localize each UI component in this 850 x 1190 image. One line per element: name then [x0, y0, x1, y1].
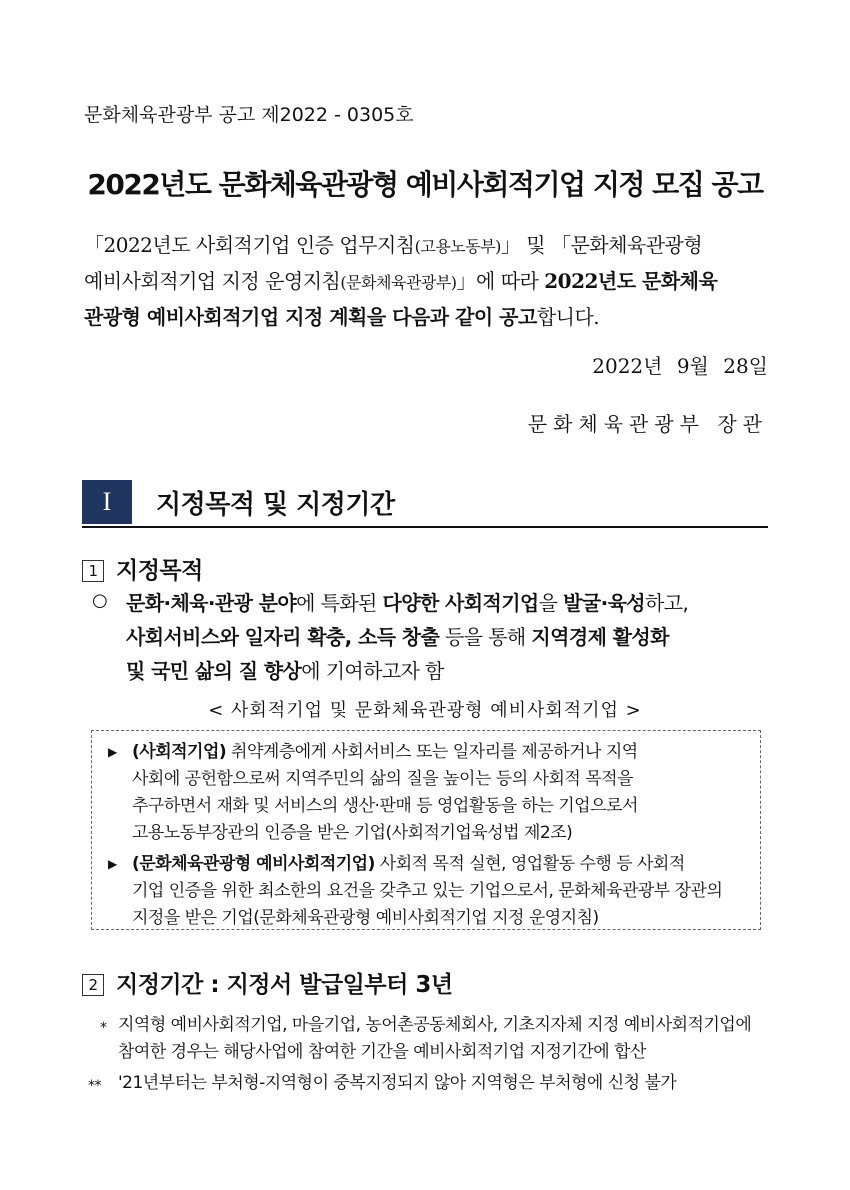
definition-social-enterprise: ▶ (사회적기업) 취약계층에게 사회서비스 또는 일자리를 제공하거나 지역 사회에 공헌함으로써 지역주민의 삶의 질을 높이는 등의 사회적 목적을 추구하면서 재화 및 서비스의 생산·판매 등 영업활동을 하는 기업으로서 고용노동부장관의 인증을 받은 기업(사회적기업육성법 제2조)	[108, 739, 748, 847]
triangle-bullet-icon: ▶	[108, 745, 117, 759]
intro-line-2: 예비사회적기업 지정 운영지침(문화체육관광부)」에 따라 2022년도 문화체육	[84, 269, 718, 293]
signer: 문화체육관광부 장관	[527, 412, 768, 436]
purpose-paragraph	[126, 586, 776, 688]
section-title: 지정목적 및 지정기간	[156, 490, 395, 520]
intro-paragraph	[84, 228, 774, 334]
purpose-line-2: 사회서비스와 일자리 확충, 소득 창출 등을 통해 지역경제 활성화	[126, 625, 669, 649]
subsection-purpose-heading	[82, 552, 203, 585]
subsection-period-heading	[82, 966, 453, 999]
note-1: 지역형 예비사회적기업, 마을기업, 농어촌공동체회사, 기초지자체 지정 예비사회적기업에 참여한 경우는 해당사업에 참여한 기간을 예비사회적기업 지정기간에 합산	[118, 1015, 752, 1062]
notice-date: 2022년 9월 28일	[592, 354, 768, 378]
subsection-number-box: 2	[82, 974, 104, 996]
purpose-line-3: 및 국민 삶의 질 향상에 기여하고자 함	[126, 659, 444, 683]
section-header	[82, 480, 768, 528]
circle-bullet-icon: ○	[92, 590, 108, 611]
definition-preliminary-enterprise: ▶ (문화체육관광형 예비사회적기업) 사회적 목적 실현, 영업활동 수행 등 사회적 기업 인증을 위한 최소한의 요건을 갖추고 있는 기업으로서, 문화체육관광부 장관의 지정을 받은 기업(문화체육관광형 예비사회적기업 지정 운영지침)	[108, 851, 748, 932]
intro-line-3: 관광형 예비사회적기업 지정 계획을 다음과 같이 공고합니다.	[84, 305, 600, 329]
subsection-title: 지정기간 : 지정서 발급일부터 3년	[116, 972, 453, 998]
notice-number: 문화체육관광부 공고 제2022 - 0305호	[84, 104, 414, 126]
section-number: I	[82, 480, 132, 524]
intro-line-1: 「2022년도 사회적기업 인증 업무지침(고용노동부)」 및 「문화체육관광형	[84, 233, 703, 257]
purpose-line-1: 문화·체육·관광 분야에 특화된 다양한 사회적기업을 발굴·육성하고,	[126, 591, 689, 615]
note-1-mark: *	[100, 1020, 107, 1036]
document-title: 2022년도 문화체육관광형 예비사회적기업 지정 모집 공고	[87, 168, 763, 201]
definition-box	[91, 730, 761, 930]
subsection-number-box: 1	[82, 560, 104, 582]
triangle-bullet-icon: ▶	[108, 857, 117, 871]
definition-box-title: < 사회적기업 및 문화체육관광형 예비사회적기업 >	[208, 700, 642, 721]
note-2: '21년부터는 부처형-지역형이 중복지정되지 않아 지역형은 부처형에 신청 불가	[118, 1073, 677, 1093]
note-2-mark: **	[88, 1078, 101, 1094]
subsection-title: 지정목적	[116, 558, 203, 584]
